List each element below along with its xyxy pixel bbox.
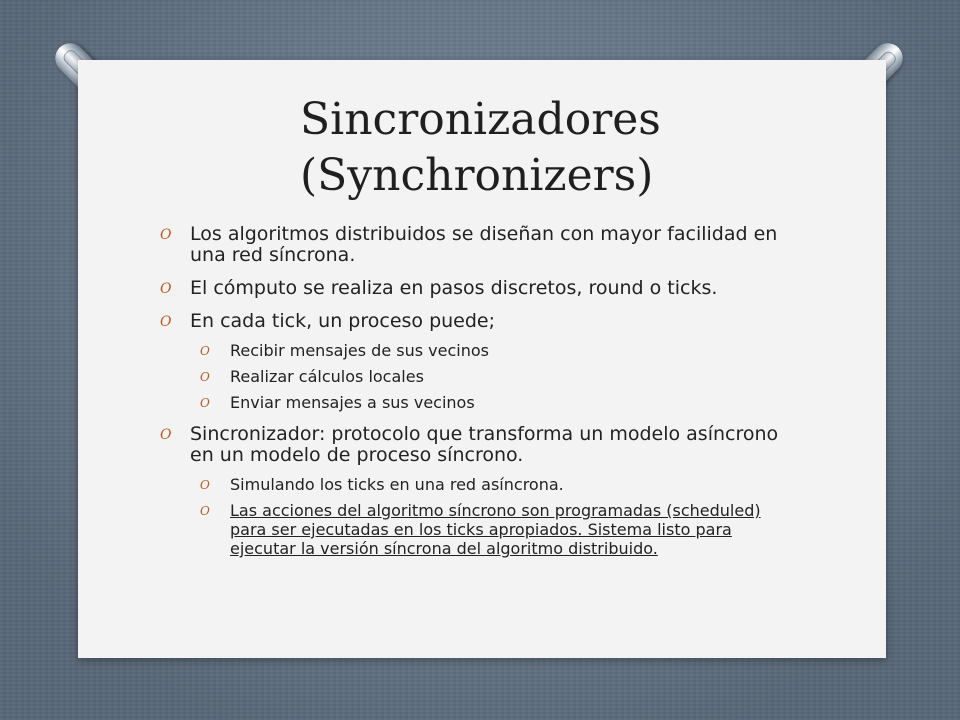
bullet-item <box>160 278 800 299</box>
bullet-text: Los algoritmos distribuidos se diseñan con mayor facilidad en una red síncrona. <box>190 223 778 266</box>
bullet-icon: O <box>160 314 172 330</box>
bullet-icon: O <box>160 227 172 243</box>
bullet-list <box>160 224 800 565</box>
bullet-text: Enviar mensajes a sus vecinos <box>230 393 475 412</box>
sub-bullet-item <box>160 367 800 386</box>
bullet-icon: O <box>200 396 210 410</box>
bullet-item <box>160 424 800 466</box>
bullet-text: Realizar cálculos locales <box>230 367 424 386</box>
bullet-text: En cada tick, un proceso puede; <box>190 310 496 332</box>
bullet-text: Las acciones del algoritmo síncrono son programadas (scheduled) para ser ejecutadas en los ticks apropiados. Sistema listo para ejecutar la versión síncrona del algoritmo distribuido. <box>230 501 761 558</box>
bullet-icon: O <box>200 344 210 358</box>
bullet-text: Simulando los ticks en una red asíncrona. <box>230 475 564 494</box>
sub-bullet-item <box>160 341 800 360</box>
slide-title <box>300 92 780 204</box>
bullet-item <box>160 311 800 332</box>
bullet-text: Sincronizador: protocolo que transforma un modelo asíncrono en un modelo de proceso síncrono. <box>190 423 779 466</box>
bullet-icon: O <box>200 504 210 518</box>
title-line-2: (Synchronizers) <box>300 150 654 201</box>
bullet-text: El cómputo se realiza en pasos discretos, round o ticks. <box>190 277 718 299</box>
bullet-icon: O <box>160 281 172 297</box>
sub-bullet-item <box>160 475 800 494</box>
title-line-1: Sincronizadores <box>300 94 661 145</box>
bullet-icon: O <box>160 427 172 443</box>
bullet-icon: O <box>200 370 210 384</box>
bullet-icon: O <box>200 478 210 492</box>
bullet-text: Recibir mensajes de sus vecinos <box>230 341 489 360</box>
sub-bullet-item <box>160 393 800 412</box>
bullet-item <box>160 224 800 266</box>
sub-bullet-item <box>160 501 800 558</box>
